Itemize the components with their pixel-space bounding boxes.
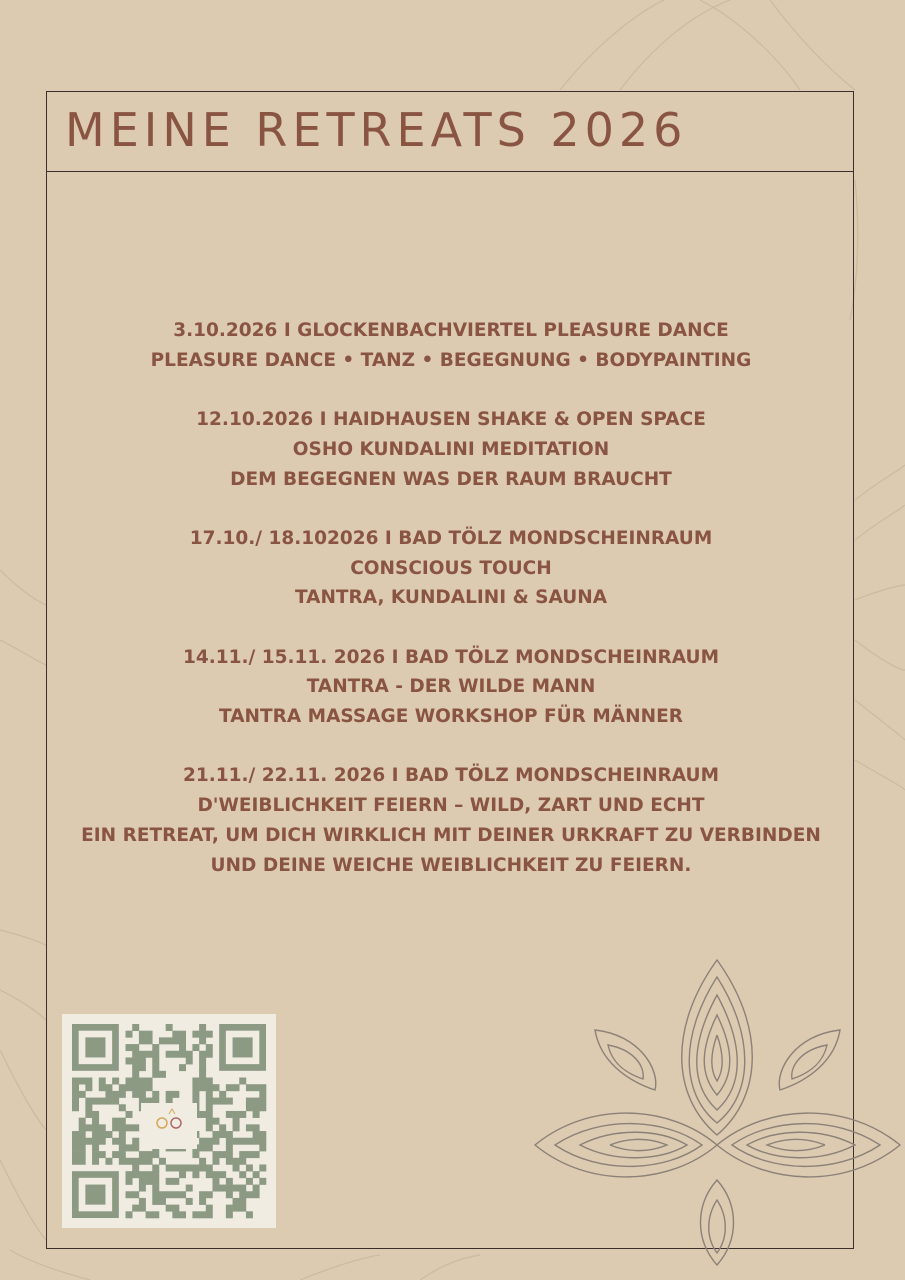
event-date-location: 21.11./ 22.11. 2026 I BAD TÖLZ MONDSCHEINRAUM bbox=[183, 765, 719, 787]
event-date-location: 12.10.2026 I HAIDHAUSEN SHAKE & OPEN SPACE bbox=[196, 409, 706, 431]
event-description: DEM BEGEGNEN WAS DER RAUM BRAUCHT bbox=[230, 468, 672, 490]
event-description: TANTRA, KUNDALINI & SAUNA bbox=[294, 587, 608, 609]
event-date-location: 17.10./ 18.102026 I BAD TÖLZ MONDSCHEINRAUM bbox=[189, 527, 713, 549]
event-description: UND DEINE WEICHE WEIBLICHKEIT ZU FEIERN. bbox=[210, 854, 692, 876]
event-description: PLEASURE DANCE • TANZ • BEGEGNUNG • BODYPAINTING bbox=[150, 349, 752, 371]
event-list bbox=[47, 316, 855, 910]
event-title: TANTRA - DER WILDE MANN bbox=[306, 676, 596, 698]
event-title: CONSCIOUS TOUCH bbox=[350, 557, 552, 579]
event-item bbox=[47, 316, 855, 375]
event-item bbox=[47, 405, 855, 494]
event-item bbox=[47, 524, 855, 613]
qr-logo-icon bbox=[62, 1014, 276, 1228]
title-bar bbox=[47, 92, 853, 172]
lotus-ornament bbox=[530, 955, 905, 1275]
event-item bbox=[47, 643, 855, 732]
event-item bbox=[47, 761, 855, 880]
event-description: EIN RETREAT, UM DICH WIRKLICH MIT DEINER URKRAFT ZU VERBINDEN bbox=[81, 824, 821, 846]
qr-code[interactable] bbox=[62, 1014, 276, 1228]
event-date-location: 3.10.2026 I GLOCKENBACHVIERTEL PLEASURE DANCE bbox=[173, 320, 729, 341]
event-title: OSHO KUNDALINI MEDITATION bbox=[292, 438, 610, 460]
page-title: MEINE RETREATS 2026 bbox=[65, 103, 688, 157]
event-description: TANTRA MASSAGE WORKSHOP FÜR MÄNNER bbox=[219, 706, 683, 728]
event-title: D'WEIBLICHKEIT FEIERN – WILD, ZART UND ECHT bbox=[197, 795, 705, 817]
event-date-location: 14.11./ 15.11. 2026 I BAD TÖLZ MONDSCHEINRAUM bbox=[183, 646, 719, 668]
